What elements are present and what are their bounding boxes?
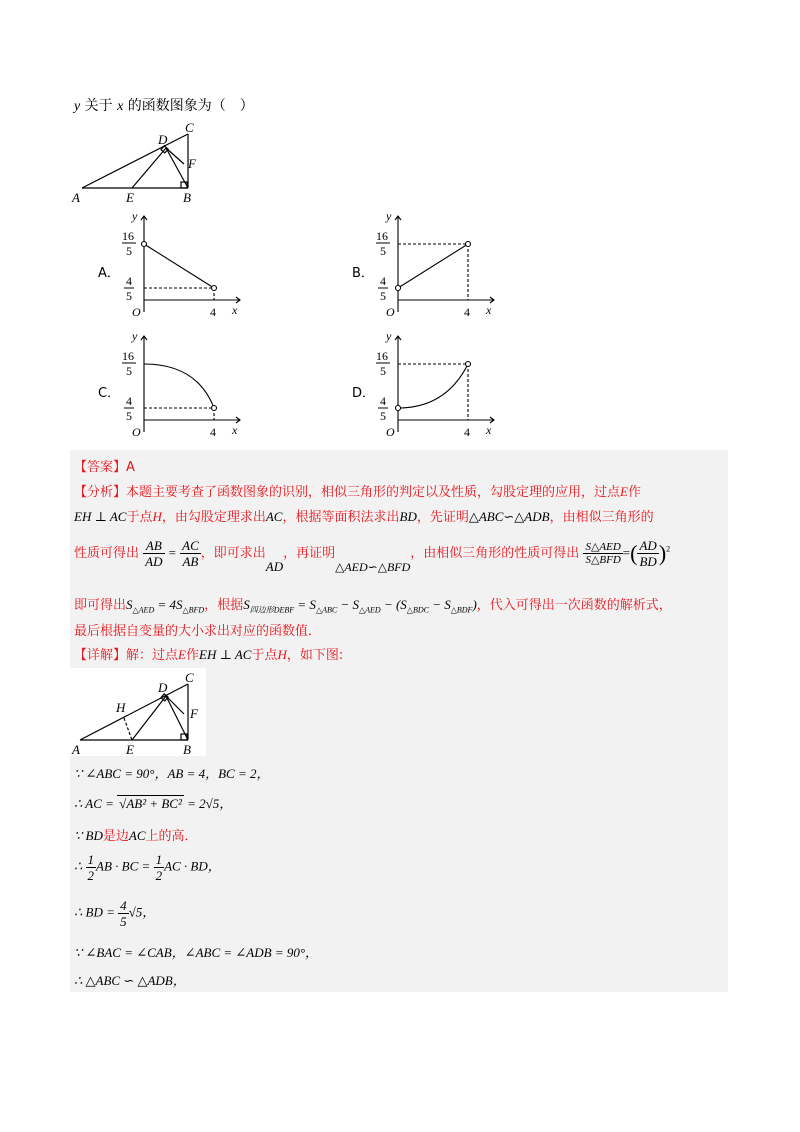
analysis-line-5: 最后根据自变量的大小求出对应的函数值． bbox=[74, 624, 322, 639]
svg-text:4: 4 bbox=[380, 274, 386, 288]
triangle-figure-with-h bbox=[70, 668, 206, 756]
label-E: E bbox=[126, 190, 134, 205]
svg-text:5: 5 bbox=[126, 289, 132, 303]
analysis-line-4: 即可得出$S_{\triangle AED} = 4S_{\triangle BFD}$，根据$S_{四边形DEBF} = S_{\triangle ABC} - S_{\triangle AED} - (S_{\triangle BDC} - S_{\triangle BDF})$，代入可得出一次函数的解析式， bbox=[74, 597, 672, 615]
analysis-label: 【分析】 bbox=[74, 485, 127, 500]
answer-value: A bbox=[126, 460, 135, 475]
svg-text:16: 16 bbox=[122, 229, 134, 243]
analysis-text: ，代入可得出一次函数的解析式， bbox=[476, 598, 672, 613]
fraction-ab-ad: $\frac{AB}{AD}$ bbox=[145, 538, 163, 569]
svg-text:y: y bbox=[386, 209, 392, 223]
step-4: ∴ $\frac{1}{2}$ AB · BC = $\frac{1}{2}$ AC · BD， bbox=[74, 852, 221, 883]
svg-text:O: O bbox=[132, 425, 141, 439]
analysis-line-3: 性质可得出 $\frac{AB}{AD}$ = $\frac{AC}{AB}$ ，即可求出AD，再证明△AED∽△BFD，由相似三角形的性质可得出 $\frac{\text{S△AED}}{\text{S△BFD}}$ =( $\frac{AD}{BD}$ )$^2$ bbox=[74, 538, 671, 574]
svg-text:5: 5 bbox=[380, 289, 386, 303]
fraction-four-fifths: $\frac{4}{5}$ bbox=[120, 898, 127, 929]
analysis-line-1 bbox=[74, 481, 641, 500]
svg-text:16: 16 bbox=[376, 349, 388, 363]
analysis-text: ，由勾股定理求出 bbox=[161, 510, 266, 525]
analysis-math: EH ⊥ AC bbox=[74, 509, 127, 524]
svg-text:16: 16 bbox=[376, 229, 388, 243]
answer-label: 【答案】 bbox=[74, 460, 127, 475]
svg-text:E: E bbox=[126, 742, 134, 756]
svg-text:5: 5 bbox=[380, 409, 386, 423]
svg-text:O: O bbox=[132, 305, 141, 319]
analysis-text: 于点 bbox=[126, 510, 153, 525]
analysis-text: 即可得出 bbox=[74, 598, 127, 613]
analysis-math: △ABC∽△ADB bbox=[468, 509, 550, 524]
step-1: ∵ ∠ABC = 90°，AB = 4，BC = 2， bbox=[74, 766, 270, 781]
analysis-var: E bbox=[620, 484, 628, 499]
analysis-text: 本题主要考查了函数图象的识别，相似三角形的判定以及性质，勾股定理的应用，过点 bbox=[126, 485, 621, 500]
analysis-text: ，即可求出 bbox=[200, 546, 266, 561]
svg-text:5: 5 bbox=[126, 409, 132, 423]
svg-text:16: 16 bbox=[122, 349, 134, 363]
svg-text:5: 5 bbox=[380, 244, 386, 258]
graph-option-a[interactable] bbox=[112, 208, 252, 322]
analysis-text: ，由相似三角形的性质可得出 bbox=[410, 546, 580, 561]
svg-text:4: 4 bbox=[126, 274, 132, 288]
svg-text:y: y bbox=[386, 329, 392, 343]
svg-text:x: x bbox=[486, 303, 492, 317]
svg-text:H: H bbox=[116, 700, 126, 715]
label-C: C bbox=[185, 120, 194, 135]
analysis-text: ，根据等面积法求出 bbox=[282, 510, 400, 525]
svg-text:O: O bbox=[386, 425, 395, 439]
svg-text:y: y bbox=[132, 209, 138, 223]
analysis-text: 性质可得出 bbox=[74, 546, 140, 561]
fraction-half: $\frac{1}{2}$ bbox=[87, 852, 95, 883]
analysis-text: ，根据 bbox=[204, 598, 244, 613]
question-text bbox=[74, 95, 254, 115]
svg-text:y: y bbox=[132, 329, 138, 343]
option-a-label[interactable]: A． bbox=[98, 266, 120, 281]
svg-text:4: 4 bbox=[464, 305, 470, 319]
svg-text:x: x bbox=[232, 423, 238, 437]
step-6: ∵ ∠BAC = ∠CAB，∠ABC = ∠ADB = 90°， bbox=[74, 945, 319, 960]
triangle-figure bbox=[70, 118, 210, 208]
fraction-ac-ab: $\frac{AC}{AB}$ bbox=[182, 538, 199, 569]
svg-text:4: 4 bbox=[126, 394, 132, 408]
analysis-text: 作 bbox=[627, 485, 641, 500]
analysis-var: H bbox=[152, 509, 162, 524]
svg-text:O: O bbox=[386, 305, 395, 319]
svg-text:x: x bbox=[232, 303, 238, 317]
fraction-half: $\frac{1}{2}$ bbox=[155, 852, 163, 883]
svg-text:C: C bbox=[185, 670, 194, 685]
label-B: B bbox=[183, 190, 191, 205]
step-3: ∵ BD是边AC上的高． bbox=[74, 828, 198, 844]
graph-option-b[interactable] bbox=[366, 208, 506, 322]
svg-text:A: A bbox=[72, 742, 80, 756]
svg-text:4: 4 bbox=[464, 425, 470, 439]
fraction-ad-bd: $\frac{AD}{BD}$ bbox=[639, 538, 657, 569]
svg-text:x: x bbox=[486, 423, 492, 437]
svg-text:4: 4 bbox=[210, 425, 216, 439]
analysis-text: ，由相似三角形的 bbox=[549, 510, 654, 525]
svg-text:5: 5 bbox=[126, 364, 132, 378]
svg-text:B: B bbox=[183, 742, 191, 756]
label-F: F bbox=[188, 156, 196, 171]
graph-line bbox=[144, 244, 214, 288]
detail-line-1: 【详解】解：过点E作EH ⊥ AC于点H，如下图: bbox=[74, 647, 344, 663]
analysis-math: AC bbox=[265, 509, 283, 524]
option-b-label[interactable]: B． bbox=[352, 266, 374, 281]
svg-text:D: D bbox=[158, 680, 168, 695]
svg-text:5: 5 bbox=[380, 364, 386, 378]
graph-option-c[interactable] bbox=[112, 328, 252, 442]
label-D: D bbox=[158, 132, 168, 147]
analysis-math: △AED∽△BFD bbox=[335, 560, 411, 574]
graph-option-d[interactable] bbox=[366, 328, 506, 442]
question-part: 关于 bbox=[80, 98, 118, 114]
svg-text:F: F bbox=[190, 706, 198, 721]
svg-text:4: 4 bbox=[380, 394, 386, 408]
analysis-math: AD bbox=[265, 559, 284, 574]
step-7: ∴ △ABC ∽ △ADB， bbox=[74, 973, 186, 988]
question-part: 的函数图象为（ ） bbox=[123, 98, 254, 114]
question-var-x: x bbox=[117, 99, 124, 114]
analysis-math: BD bbox=[399, 509, 417, 524]
answer-line bbox=[74, 456, 135, 475]
svg-text:4: 4 bbox=[210, 305, 216, 319]
option-c-label[interactable]: C． bbox=[98, 386, 121, 401]
step-2: ∴ AC = √AB² + BC² = 2√5， bbox=[74, 796, 233, 811]
question-var-y: y bbox=[74, 99, 81, 114]
detail-label: 【详解】 bbox=[74, 648, 127, 663]
fraction-area-ratio: $\frac{\text{S△AED}}{\text{S△BFD}}$ bbox=[585, 541, 621, 566]
option-d-label[interactable]: D． bbox=[352, 386, 376, 401]
analysis-text: ，先证明 bbox=[416, 510, 469, 525]
analysis-text: ，再证明 bbox=[283, 546, 336, 561]
step-5: ∴ BD = $\frac{4}{5}$ √5， bbox=[74, 898, 156, 929]
analysis-line-2 bbox=[74, 506, 654, 525]
label-A: A bbox=[72, 190, 80, 205]
svg-text:5: 5 bbox=[126, 244, 132, 258]
